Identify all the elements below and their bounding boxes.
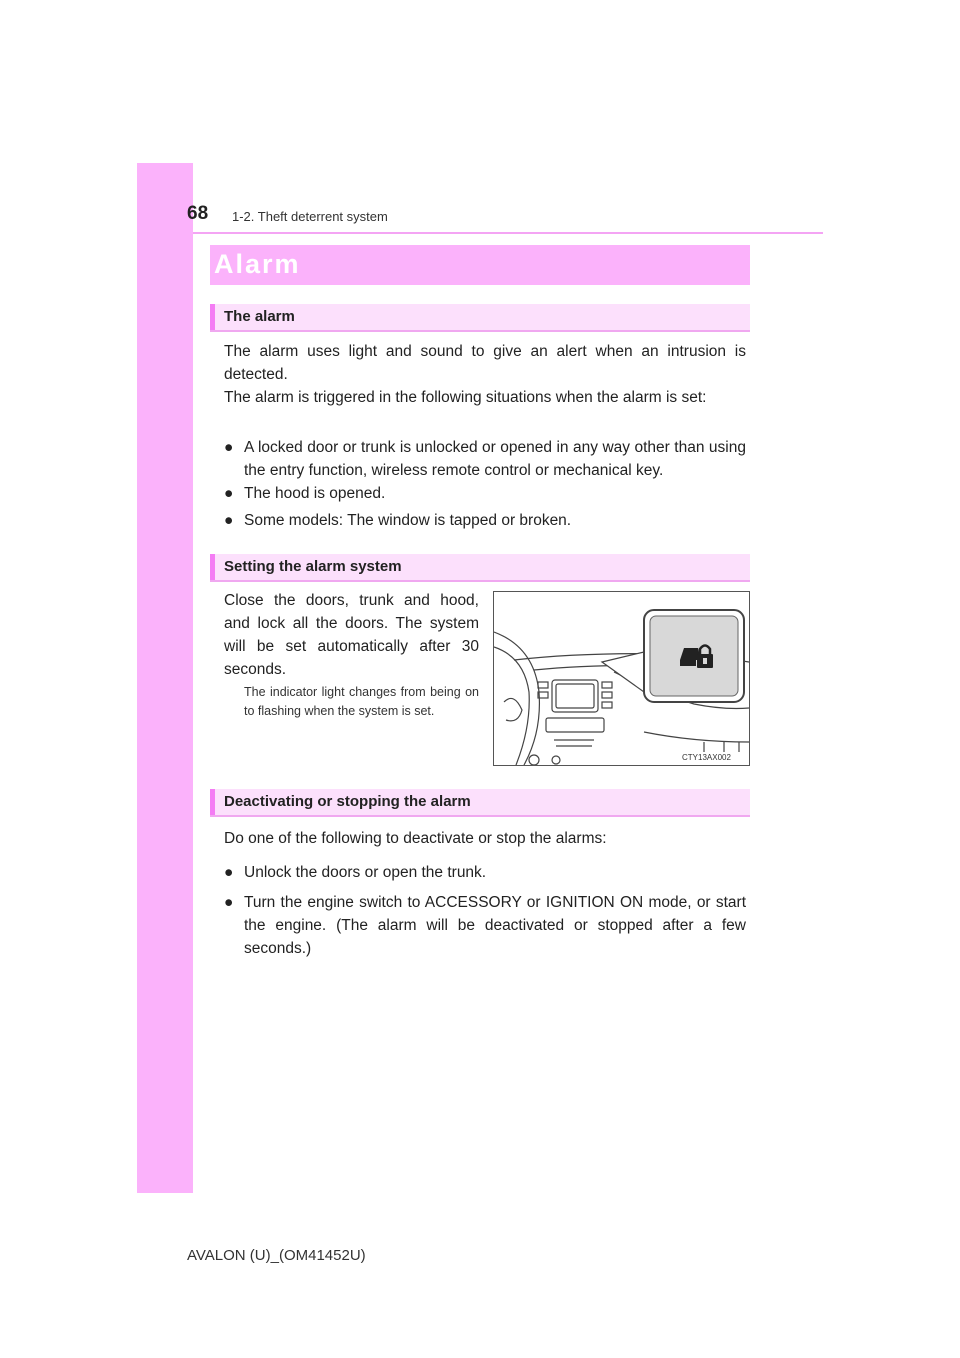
page-title: Alarm xyxy=(214,249,301,279)
indicator-note: The indicator light changes from being on to flashing when the system is set. xyxy=(244,685,479,718)
section-heading-the-alarm xyxy=(210,304,750,332)
illustration-code: CTY13AX002 xyxy=(682,753,731,762)
section-title: Deactivating or stopping the alarm xyxy=(224,793,471,810)
alarm-trigger-paragraph: The alarm is triggered in the following situations when the alarm is set: xyxy=(224,389,707,406)
footer-model-code: AVALON (U)_(OM41452U) xyxy=(187,1247,366,1264)
list-item: ● Turn the engine switch to ACCESSORY or IGNITION ON mode, or start the engine. (The alarm will be deactivated or stopped after a few seconds.) xyxy=(224,891,746,960)
list-item: ● A locked door or trunk is unlocked or opened in any way other than using the entry function, wireless remote control or mechanical key. xyxy=(224,436,746,482)
bullet-icon: ● xyxy=(224,894,234,911)
section-heading-deactivating xyxy=(210,789,750,817)
dashboard-drawing xyxy=(494,592,749,765)
running-head: 1-2. Theft deterrent system xyxy=(232,209,388,224)
alarm-intro-paragraph: The alarm uses light and sound to give an alert when an intrusion is detected. xyxy=(224,343,746,383)
bullet-icon: ● xyxy=(224,512,234,529)
bullet-icon: ● xyxy=(224,439,234,456)
deactivating-intro: Do one of the following to deactivate or stop the alarms: xyxy=(224,830,607,847)
header-rule xyxy=(193,232,823,234)
section-heading-setting xyxy=(210,554,750,582)
list-item: ● The hood is opened. xyxy=(224,482,746,505)
list-item: ● Unlock the doors or open the trunk. xyxy=(224,861,746,884)
setting-paragraph: Close the doors, trunk and hood, and lock all the doors. The system will be set automatically after 30 seconds. xyxy=(224,592,479,678)
chapter-tab-strip xyxy=(137,163,193,1193)
section-title: The alarm xyxy=(224,308,295,325)
section-title: Setting the alarm system xyxy=(224,558,402,575)
page-number: 68 xyxy=(187,203,209,224)
bullet-icon: ● xyxy=(224,485,234,502)
bullet-icon: ● xyxy=(224,864,234,881)
dashboard-illustration xyxy=(493,591,750,766)
list-item: ● Some models: The window is tapped or broken. xyxy=(224,509,746,532)
